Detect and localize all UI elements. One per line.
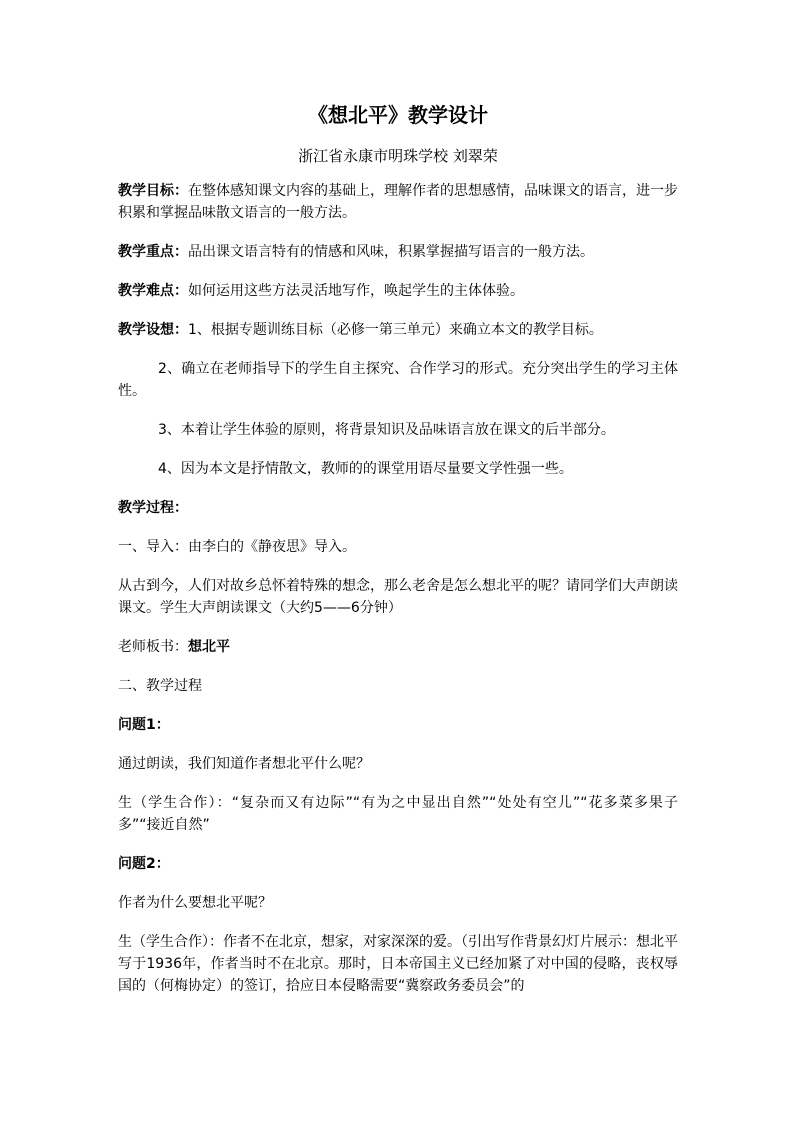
teaching-ideas xyxy=(118,319,678,341)
process-heading: 教学过程： xyxy=(118,500,188,516)
question-2-label: 问题2： xyxy=(118,856,170,872)
difficulties-text: 如何运用这些方法灵活地写作，唤起学生的主体体验。 xyxy=(188,283,524,299)
teaching-difficulties xyxy=(118,280,678,302)
difficulties-label: 教学难点： xyxy=(118,283,188,299)
teaching-key-points xyxy=(118,241,678,263)
key-points-label: 教学重点： xyxy=(118,244,188,260)
board-label: 老师板书： xyxy=(118,639,188,655)
ideas-item: 4、因为本文是抒情散文，教师的的课堂用语尽量要文学性强一些。 xyxy=(158,461,573,477)
author-line: 浙江省永康市明珠学校 刘翠荣 xyxy=(298,147,498,165)
ideas-item: 3、本着让学生体验的原则，将背景知识及品味语言放在课文的后半部分。 xyxy=(158,422,615,438)
document-page xyxy=(118,100,678,1014)
board-text: 想北平 xyxy=(188,639,230,655)
ideas-item: 2、确立在老师指导下的学生自主探究、合作学习的形式。充分突出学生的学习主体性。 xyxy=(118,361,678,399)
question-2-text: 作者为什么要想北平呢？ xyxy=(118,895,272,911)
question-2-answer: 生（学生合作）：作者不在北京，想家，对家深深的爱。（引出写作背景幻灯片展示：想北平写于1936年，作者当时不在北京。那时，日本帝国主义已经加紧了对中国的侵略，丧权辱国的（何梅协定）的签订，拾应日本侵略需要“冀察政务委员会”的 xyxy=(118,934,678,994)
board-writing xyxy=(118,636,678,658)
key-points-text: 品出课文语言特有的情感和风味，积累掌握描写语言的一般方法。 xyxy=(188,244,594,260)
question-1-text: 通过朗读，我们知道作者想北平什么呢？ xyxy=(118,756,370,772)
question-1-label: 问题1： xyxy=(118,717,170,733)
teaching-goal-label: 教学目标： xyxy=(118,183,188,199)
ideas-label: 教学设想： xyxy=(118,322,188,338)
document-title: 《想北平》教学设计 xyxy=(308,103,488,127)
teaching-goal-text: 在整体感知课文内容的基础上，理解作者的思想感情，品味课文的语言，进一步积累和掌握品味散文语言的一般方法。 xyxy=(118,183,678,221)
teaching-goal xyxy=(118,180,678,224)
question-1-answer: 生（学生合作）：“复杂而又有边际”“有为之中显出自然”“处处有空儿”“花多菜多果子多”“接近自然” xyxy=(118,795,678,833)
intro-heading: 一、导入：由李白的《静夜思》导入。 xyxy=(118,539,356,555)
ideas-first-item: 1、根据专题训练目标（必修一第三单元）来确立本文的教学目标。 xyxy=(188,322,603,338)
section-two-heading: 二、教学过程 xyxy=(118,678,202,694)
intro-text: 从古到今，人们对故乡总怀着特殊的想念，那么老舍是怎么想北平的呢？请同学们大声朗读课文。学生大声朗读课文（大约5——6分钟） xyxy=(118,578,678,616)
